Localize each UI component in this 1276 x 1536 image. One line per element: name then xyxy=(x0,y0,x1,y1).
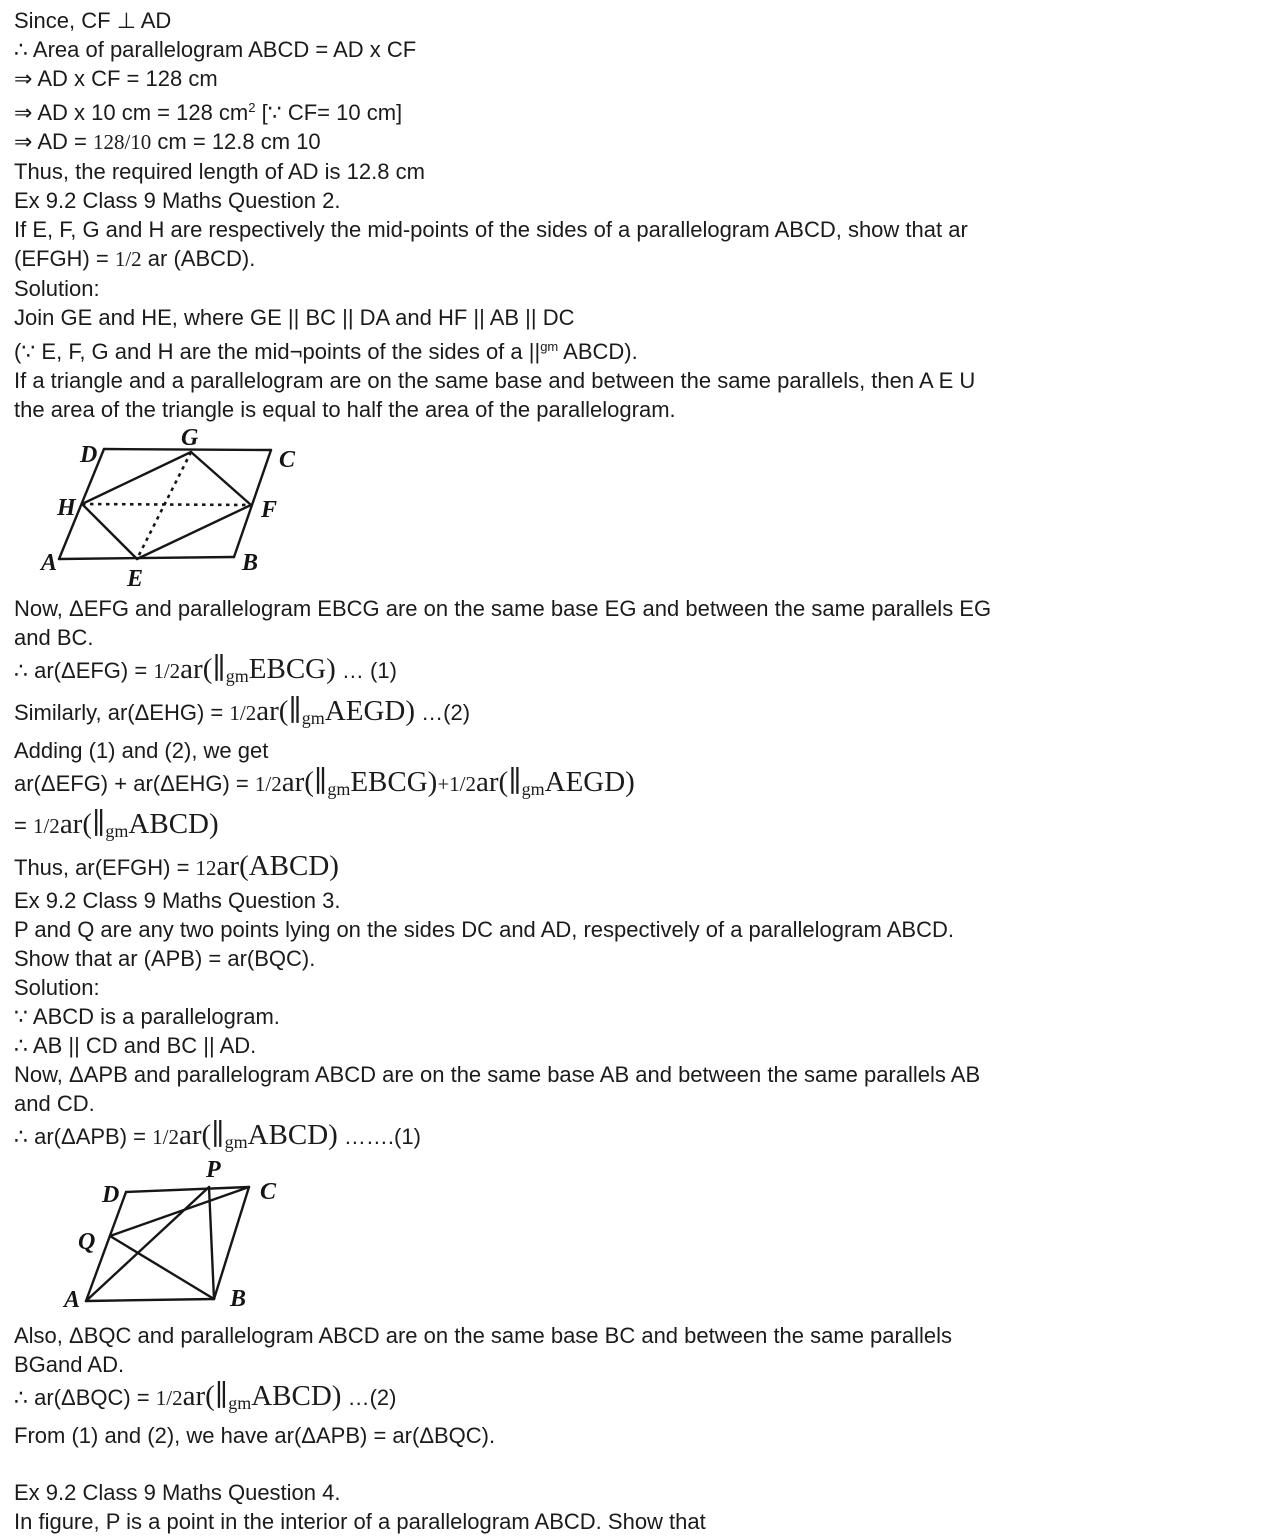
text-segment: Ex 9.2 Class 9 Maths Question 2. xyxy=(14,188,341,213)
text-segment: cm = 12.8 cm 10 xyxy=(151,129,321,154)
figure-edge xyxy=(214,1187,249,1299)
line-ad-10cm xyxy=(14,93,1276,127)
formula-thus-efgh xyxy=(14,849,1276,886)
text-segment: 128/10 xyxy=(92,130,152,154)
vertex-label-P: P xyxy=(206,1157,221,1183)
text-segment: Thus, ar(EFGH) = xyxy=(14,855,196,880)
text-segment: ∴ ar(ΔBQC) = xyxy=(14,1385,156,1410)
figure-edge xyxy=(110,1236,214,1299)
text-segment: gm xyxy=(301,708,325,728)
text-segment: ABCD). xyxy=(558,339,638,364)
figure-parallelogram-efgh-drawing xyxy=(39,424,339,594)
text-segment: EBCG) xyxy=(350,766,438,798)
vertex-label-B: B xyxy=(230,1286,247,1312)
text-segment: ABCD) xyxy=(247,1119,338,1151)
text-segment: ar (ABCD). xyxy=(141,246,256,271)
line-q4-statement xyxy=(14,1507,1276,1536)
figure-edge xyxy=(110,1187,249,1236)
text-segment: gm xyxy=(540,339,559,354)
line-ab-parallel-cd xyxy=(14,1031,1276,1060)
formula-ar-efg xyxy=(14,652,1276,694)
text-segment: 1/2 xyxy=(152,1125,179,1149)
text-segment: ar(∥ xyxy=(180,653,226,685)
vertex-label-C: C xyxy=(260,1179,277,1205)
text-segment: 1/2 xyxy=(153,659,181,683)
text-segment: ⇒ AD x 10 cm = 128 cm xyxy=(14,100,249,125)
line-thus-length xyxy=(14,157,1276,186)
figure-edge xyxy=(137,505,251,559)
text-segment: From (1) and (2), we have ar(ΔAPB) = ar(ΔBQC). xyxy=(14,1423,496,1448)
figure-parallelogram-pq-drawing xyxy=(64,1157,294,1313)
text-segment: 1/2 xyxy=(254,772,282,796)
text-segment: 1/2 xyxy=(32,814,60,838)
text-segment: ∴ AB || CD and BC || AD. xyxy=(14,1033,257,1058)
text-segment: 1/2 xyxy=(114,247,142,271)
text-segment: In figure, P is a point in the interior of a parallelogram ABCD. Show that xyxy=(14,1509,706,1534)
line-ad-cf-128 xyxy=(14,64,1276,93)
vertex-label-F: F xyxy=(261,497,278,523)
vertex-label-H: H xyxy=(57,495,76,521)
text-segment: and BC. xyxy=(14,625,94,650)
line-adding xyxy=(14,736,1276,765)
text-segment: P and Q are any two points lying on the sides DC and AD, respectively of a parallelogram ABCD. xyxy=(14,917,954,942)
text-segment: ar(∥ xyxy=(256,695,302,727)
figure-edge xyxy=(82,504,137,559)
text-segment: Ex 9.2 Class 9 Maths Question 3. xyxy=(14,888,341,913)
line-question-4-heading xyxy=(14,1478,1276,1507)
spacer xyxy=(14,1450,1276,1478)
text-segment: ar(ΔEFG) + ar(ΔEHG) = xyxy=(14,771,255,796)
line-also-bqc-1 xyxy=(14,1321,1276,1350)
formula-ar-bqc xyxy=(14,1379,1276,1421)
line-now-apb-1 xyxy=(14,1060,1276,1089)
text-segment: …(2) xyxy=(341,1385,397,1410)
text-segment: (EFGH) = xyxy=(14,246,115,271)
figure-edge xyxy=(59,557,234,559)
figure-edge xyxy=(126,1187,249,1192)
text-segment: ⇒ AD = xyxy=(14,129,93,154)
line-question-3-heading xyxy=(14,886,1276,915)
text-segment: and CD. xyxy=(14,1091,95,1116)
line-area-parallelogram xyxy=(14,35,1276,64)
formula-ar-apb xyxy=(14,1118,1276,1160)
text-segment: AEGD) xyxy=(544,766,635,798)
line-triangle-parallelogram-rule-2 xyxy=(14,395,1276,424)
text-segment: ar(ABCD) xyxy=(216,850,339,882)
text-segment: Thus, the required length of AD is 12.8 cm xyxy=(14,159,425,184)
line-also-bqc-2 xyxy=(14,1350,1276,1379)
line-solution-q3 xyxy=(14,973,1276,1002)
text-segment: Ex 9.2 Class 9 Maths Question 4. xyxy=(14,1480,341,1505)
text-segment: the area of the triangle is equal to half the area of the parallelogram. xyxy=(14,397,676,422)
text-segment: ∴ ar(ΔAPB) = xyxy=(14,1124,153,1149)
vertex-label-A: A xyxy=(41,550,58,576)
vertex-label-B: B xyxy=(242,550,259,576)
figure-dashed-edge xyxy=(82,504,251,505)
text-segment: ar(∥ xyxy=(59,808,106,840)
line-now-apb-2 xyxy=(14,1089,1276,1118)
text-segment: 1/2 xyxy=(449,772,477,796)
figure-edge xyxy=(209,1187,214,1299)
text-segment: ar(∥ xyxy=(178,1119,225,1151)
text-segment: If a triangle and a parallelogram are on the same base and between the same parallels, then A E U xyxy=(14,368,976,393)
line-q2-statement-1 xyxy=(14,215,1276,244)
text-segment: … (1) xyxy=(335,658,397,683)
line-q3-statement-1 xyxy=(14,915,1276,944)
text-segment: Adding (1) and (2), we get xyxy=(14,738,269,763)
text-segment: ∴ Area of parallelogram ABCD = AD x CF xyxy=(14,37,417,62)
text-segment: Since, CF ⊥ AD xyxy=(14,8,172,33)
text-segment: ⇒ AD x CF = 128 cm xyxy=(14,66,218,91)
text-segment: If E, F, G and H are respectively the mid-points of the sides of a parallelogram ABCD, show that ar xyxy=(14,217,968,242)
line-now-efg-1 xyxy=(14,594,1276,623)
line-q2-statement-2 xyxy=(14,244,1276,274)
text-segment: (∵ E, F, G and H are the mid¬points of the sides of a || xyxy=(14,339,541,364)
text-segment: ar(∥ xyxy=(476,766,522,798)
line-now-efg-2 xyxy=(14,623,1276,652)
vertex-label-Q: Q xyxy=(78,1229,96,1255)
line-triangle-parallelogram-rule-1 xyxy=(14,366,1276,395)
figure-parallelogram-efgh xyxy=(14,424,1276,594)
vertex-label-E: E xyxy=(127,566,144,592)
figure-parallelogram-pq xyxy=(14,1157,1276,1317)
text-segment: Solution: xyxy=(14,276,100,301)
line-since-cf-perp-ad xyxy=(14,6,1276,35)
formula-sum xyxy=(14,765,1276,807)
line-join-ge-he xyxy=(14,303,1276,332)
vertex-label-G: G xyxy=(181,425,199,451)
vertex-label-C: C xyxy=(279,447,296,473)
formula-ar-ehg xyxy=(14,694,1276,736)
text-segment: …….(1) xyxy=(337,1124,421,1149)
text-segment: gm xyxy=(228,1393,252,1413)
text-segment: ar(∥ xyxy=(182,1380,229,1412)
text-segment: …(2) xyxy=(415,700,471,725)
text-segment: 1/2 xyxy=(229,701,257,725)
text-segment: ∵ ABCD is a parallelogram. xyxy=(14,1004,280,1029)
line-because-midpoints xyxy=(14,332,1276,366)
formula-half-abcd xyxy=(14,807,1276,849)
text-segment: gm xyxy=(521,779,545,799)
text-segment: AEGD) xyxy=(324,695,416,727)
text-segment: [∵ CF= 10 cm] xyxy=(255,100,403,125)
text-segment: gm xyxy=(225,666,249,686)
vertex-label-D: D xyxy=(80,442,98,468)
line-ad-result xyxy=(14,127,1276,157)
text-segment: = xyxy=(14,813,33,838)
text-segment: 12 xyxy=(195,856,217,880)
text-segment: EBCG) xyxy=(248,653,336,685)
text-segment: Similarly, ar(ΔEHG) = xyxy=(14,700,230,725)
line-from-1-2 xyxy=(14,1421,1276,1450)
line-question-2-heading xyxy=(14,186,1276,215)
text-segment: Also, ΔBQC and parallelogram ABCD are on the same base BC and between the same parallels xyxy=(14,1323,952,1348)
text-segment: gm xyxy=(224,1132,248,1152)
text-segment: Join GE and HE, where GE || BC || DA and HF || AB || DC xyxy=(14,305,575,330)
text-segment: BGand AD. xyxy=(14,1352,125,1377)
figure-edge xyxy=(86,1299,214,1301)
text-segment: + xyxy=(437,772,450,796)
text-segment: gm xyxy=(327,779,351,799)
text-segment: gm xyxy=(105,821,129,841)
vertex-label-D: D xyxy=(102,1182,120,1208)
line-q3-statement-2 xyxy=(14,944,1276,973)
text-segment: Show that ar (APB) = ar(BQC). xyxy=(14,946,316,971)
text-segment: ABCD) xyxy=(251,1380,342,1412)
vertex-label-A: A xyxy=(64,1287,81,1313)
text-segment: Now, ΔAPB and parallelogram ABCD are on the same base AB and between the same parallels AB xyxy=(14,1062,981,1087)
line-abcd-parallelogram xyxy=(14,1002,1276,1031)
text-segment: 2 xyxy=(248,100,256,115)
text-segment: ar(∥ xyxy=(281,766,328,798)
text-segment: 1/2 xyxy=(155,1386,183,1410)
line-solution-q2 xyxy=(14,274,1276,303)
text-segment: ABCD) xyxy=(128,808,219,840)
figure-edge xyxy=(191,452,251,505)
text-segment: ∴ ar(ΔEFG) = xyxy=(14,658,154,683)
text-segment: Now, ΔEFG and parallelogram EBCG are on the same base EG and between the same parallels EG xyxy=(14,596,992,621)
text-segment: Solution: xyxy=(14,975,100,1000)
